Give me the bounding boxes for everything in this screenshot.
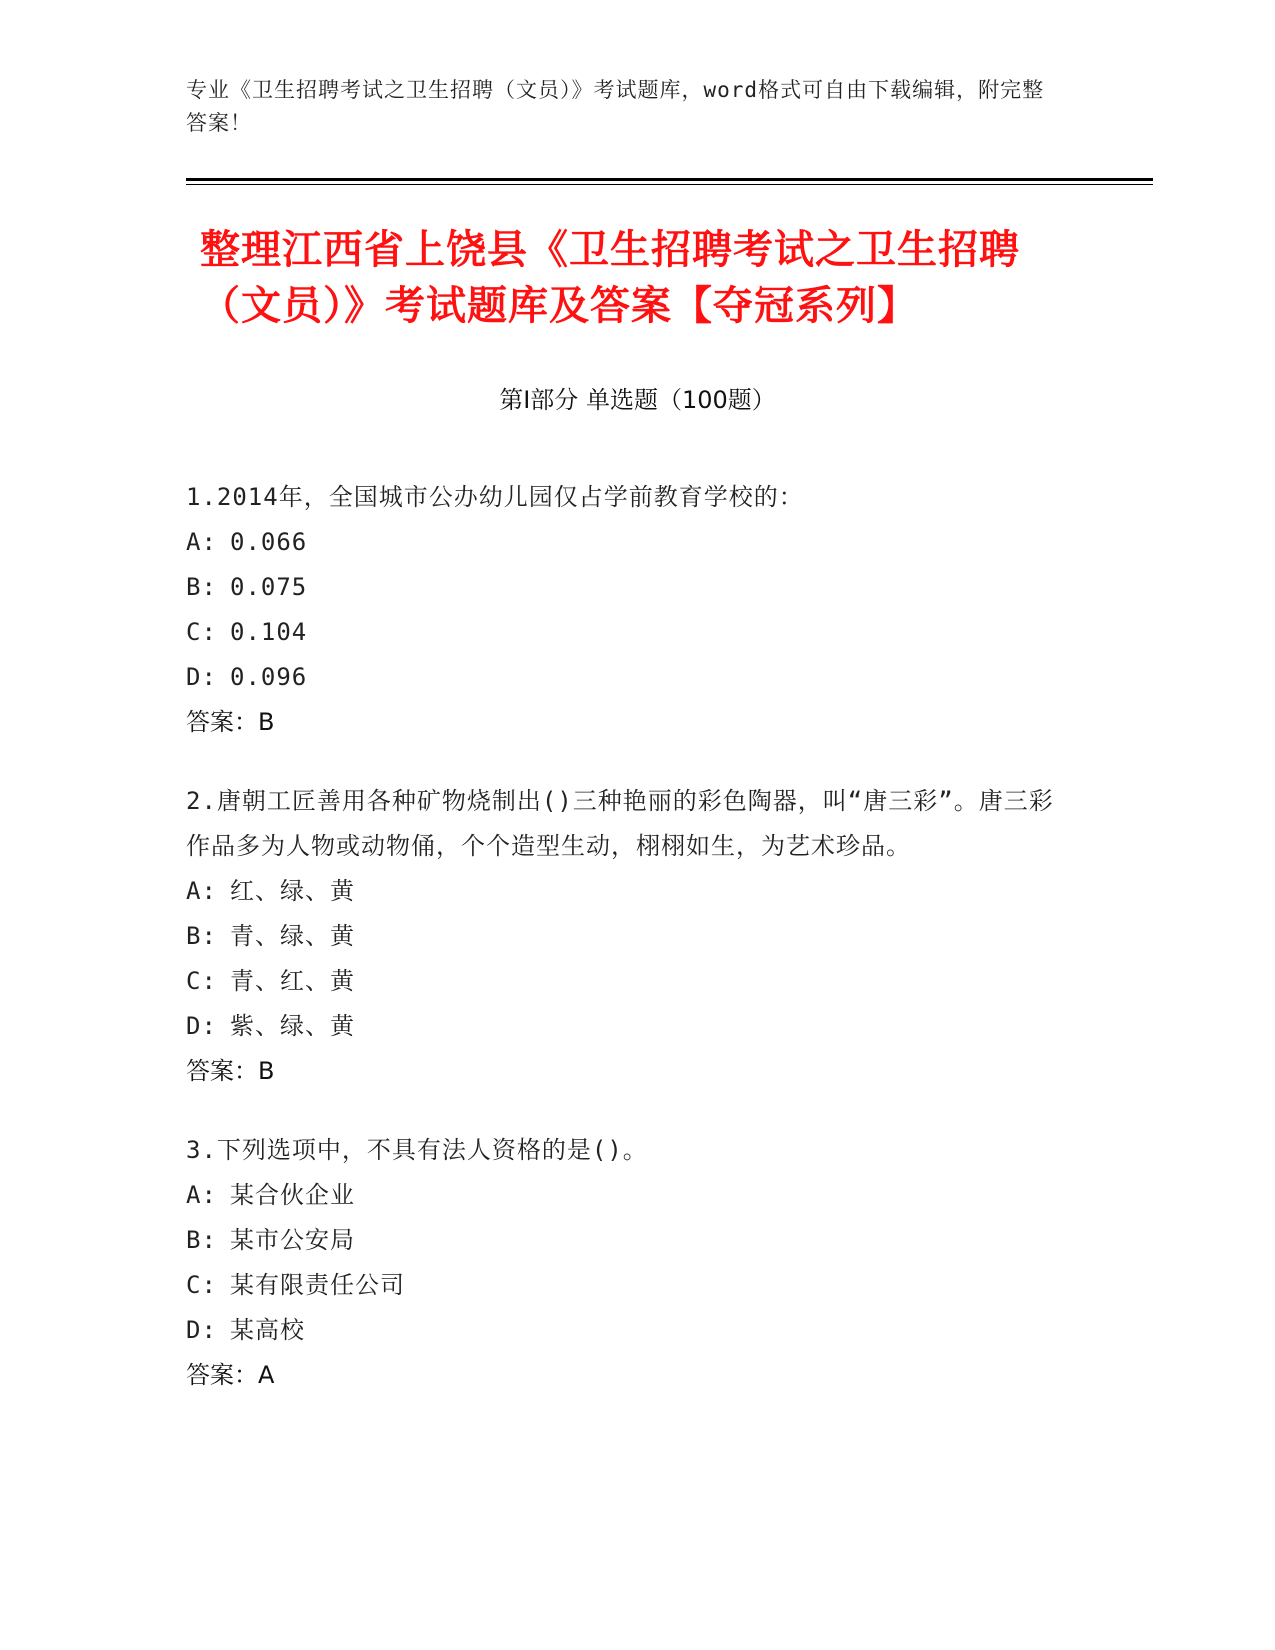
option-text: 0.066 (230, 528, 308, 556)
question-stem: 3.下列选项中，不具有法人资格的是()。 (186, 1136, 648, 1164)
option-a (186, 1173, 1066, 1218)
answer-line: 答案：B (186, 708, 275, 736)
option-d (186, 1004, 1066, 1049)
option-b (186, 565, 1066, 610)
option-d (186, 655, 1066, 700)
option-text: 0.104 (230, 618, 308, 646)
header-divider-thin (186, 184, 1153, 185)
option-a (186, 520, 1066, 565)
option-text: 某市公安局 (230, 1226, 355, 1254)
option-label: B: (186, 1226, 217, 1254)
question-1 (186, 475, 1066, 745)
answer-line: 答案：A (186, 1361, 275, 1389)
option-text: 某有限责任公司 (230, 1271, 405, 1299)
option-label: D: (186, 663, 217, 691)
header-note: 专业《卫生招聘考试之卫生招聘（文员）》考试题库，word格式可自由下载编辑，附完整答案！ (186, 78, 1045, 135)
option-a (186, 869, 1066, 914)
option-b (186, 914, 1066, 959)
option-label: D: (186, 1012, 217, 1040)
option-text: 某高校 (230, 1316, 305, 1344)
document-title: 整理江西省上饶县《卫生招聘考试之卫生招聘（文员）》考试题库及答案【夺冠系列】 (200, 227, 1020, 329)
option-label: B: (186, 573, 217, 601)
header-divider-thick (186, 178, 1153, 181)
option-text: 0.096 (230, 663, 308, 691)
option-label: C: (186, 618, 217, 646)
question-stem: 2.唐朝工匠善用各种矿物烧制出()三种艳丽的彩色陶器，叫“唐三彩”。唐三彩作品多为人物或动物俑，个个造型生动，栩栩如生，为艺术珍品。 (186, 787, 1054, 860)
option-d (186, 1308, 1066, 1353)
option-text: 紫、绿、黄 (230, 1012, 355, 1040)
section-heading: 第Ⅰ部分 单选题（100题） (499, 386, 776, 414)
question-list (186, 475, 1066, 1432)
option-label: A: (186, 877, 217, 905)
question-stem: 1.2014年，全国城市公办幼儿园仅占学前教育学校的： (186, 483, 804, 511)
option-label: B: (186, 922, 217, 950)
question-3 (186, 1128, 1066, 1398)
option-label: A: (186, 1181, 217, 1209)
option-c (186, 610, 1066, 655)
option-text: 某合伙企业 (230, 1181, 355, 1209)
question-2 (186, 779, 1066, 1094)
option-text: 0.075 (230, 573, 308, 601)
option-c (186, 1263, 1066, 1308)
option-label: C: (186, 967, 217, 995)
option-label: A: (186, 528, 217, 556)
option-label: C: (186, 1271, 217, 1299)
option-text: 红、绿、黄 (230, 877, 355, 905)
answer-line: 答案：B (186, 1057, 275, 1085)
option-text: 青、绿、黄 (230, 922, 355, 950)
option-label: D: (186, 1316, 217, 1344)
option-c (186, 959, 1066, 1004)
option-text: 青、红、黄 (230, 967, 355, 995)
option-b (186, 1218, 1066, 1263)
